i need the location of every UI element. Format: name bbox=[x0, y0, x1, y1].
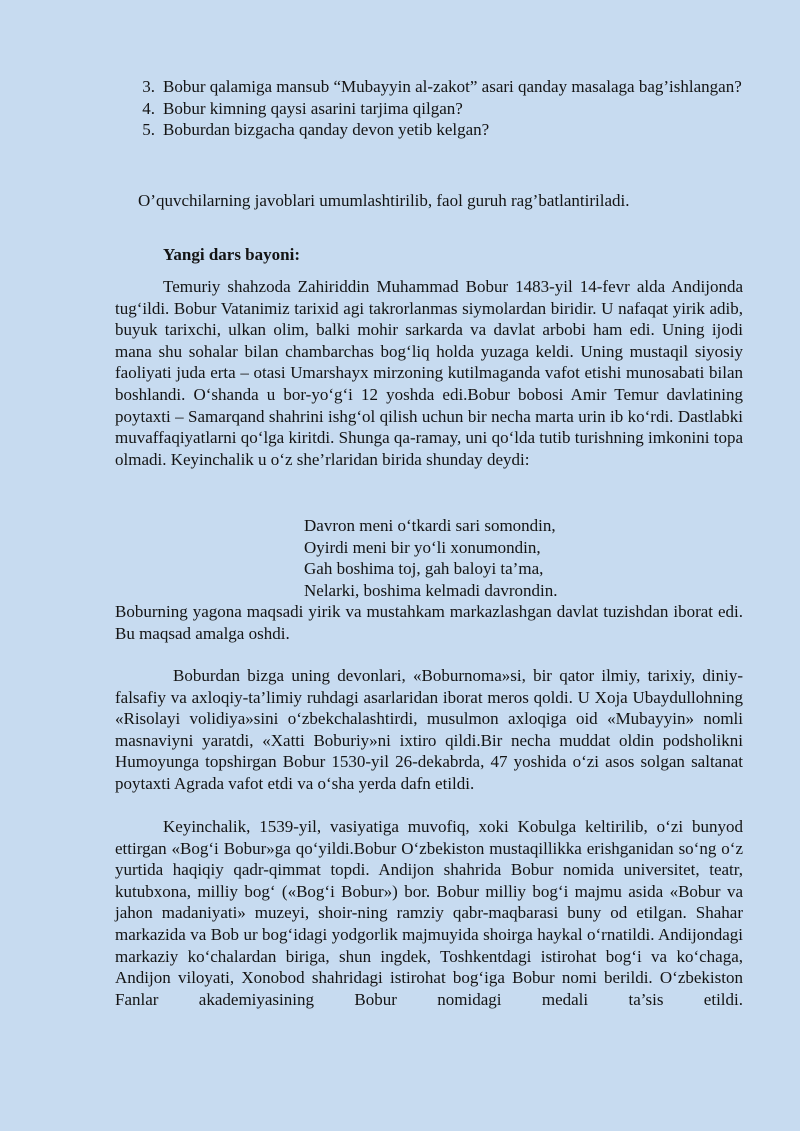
list-item bbox=[115, 76, 743, 98]
poem bbox=[304, 515, 558, 601]
intro-paragraph: O’quvchilarning javoblari umumlashtirilib, faol guruh rag’batlantiriladi. bbox=[138, 191, 630, 210]
poem-line: Nelarki, boshima kelmadi davrondin. bbox=[304, 580, 558, 600]
list-item bbox=[115, 98, 743, 120]
paragraph: Temuriy shahzoda Zahiriddin Muhammad Bobur 1483-yil 14-fevr alda Andijonda tug‘ildi. Bobur Vatanimiz tarixid agi takrorlanmas siymolardan biridir. U nafaqat yirik adib, buyuk tarixchi, ulkan olim, balki mohir sarkarda va davlat arbobi ham edi. Uning ijodi mana shu sohalar bilan chambarchas bog‘liq holda yuzaga keldi. Uning mustaqil siyosiy faoliyati juda erta – otasi Umarshayx mirzoning kutilmaganda vafot etishi munosabati bilan boshlandi. O‘shanda u bor-yo‘g‘i 12 yoshda edi.Bobur bobosi Amir Temur davlatining poytaxti – Samarqand shahrini ishg‘ol qilish uchun bir necha marta urin ib ko‘rdi. Dastlabki muvaffaqiyatlarni qo‘lga kiritdi. Shunga qa-ramay, uni qo‘lda tutib turishning imkonini topa olmadi. Keyinchalik u o‘z she’rlaridan birida shunday deydi: bbox=[115, 277, 743, 469]
list-number: 3. bbox=[142, 77, 155, 96]
list-number: 4. bbox=[142, 98, 155, 118]
list-number: 5. bbox=[142, 120, 155, 140]
poem-line: Davron meni o‘tkardi sari somondin, bbox=[304, 516, 556, 535]
poem-line: Gah boshima toj, gah baloyi ta’ma, bbox=[304, 559, 544, 579]
question-list bbox=[115, 76, 743, 141]
paragraph: Keyinchalik, 1539-yil, vasiyatiga muvofiq, xoki Kobulga keltirilib, o‘zi bunyod ettirgan «Bog‘i Bobur»ga qo‘yildi.Bobur O‘zbekiston mustaqillikka erishganidan so‘ng o‘z yurtida haqiqiy qadr-qimmat topdi. Andijon shahrida Bobur nomida universitet, teatr, kutubxona, milliy bog‘ («Bog‘i Bobur») bor. Bobur milliy bog‘i majmu asida «Bobur va jahon madaniyati» muzeyi, shoir-ning ramziy qabr-maqbarasi buny od etilgan. Shahar markazida va Bob ur bog‘idagi yodgorlik majmuyida shoirga haykal o‘rnatildi. Andijondagi markaziy ko‘chalardan biriga, shun ingdek, Toshkentdagi istirohat bog‘i va ko‘chaga, Andijon viloyati, Xonobod shahridagi istirohat bog‘iga Bobur nomi berildi. O‘zbekiston Fanlar akademiyasining Bobur nomidagi medali ta’sis etildi. bbox=[115, 817, 743, 1009]
list-text: Bobur kimning qaysi asarini tarjima qilgan? bbox=[163, 98, 463, 118]
list-text: Boburdan bizgacha qanday devon yetib kelgan? bbox=[163, 120, 490, 140]
poem-line: Oyirdi meni bir yo‘li xonumondin, bbox=[304, 537, 541, 557]
list-item bbox=[115, 119, 743, 141]
paragraph: Boburning yagona maqsadi yirik va mustahkam markazlashgan davlat tuzishdan iborat edi. Bu maqsad amalga oshdi. bbox=[115, 602, 743, 643]
section-heading: Yangi dars bayoni: bbox=[163, 245, 300, 264]
list-text: Bobur qalamiga mansub “Mubayyin al-zakot” asari qanday masalaga bag’ishlangan? bbox=[163, 77, 742, 96]
paragraph: Boburdan bizga uning devonlari, «Boburnoma»si, bir qator ilmiy, tarixiy, diniy-falsafiy va axloqiy-ta’limiy ruhdagi asarlaridan iborat meros qoldi. U Xoja Ubaydullohning «Risolayi volidiya»sini o‘zbekchalashtirdi, musulmon axloqiga oid «Mubayyin» nomli masnaviyni yaratdi, «Xatti Boburiy»ni ixtiro qildi.Bir necha muddat oldin podsholikni Humoyunga topshirgan Bobur 1530-yil 26-dekabrda, 47 yoshida o‘zi asos solgan saltanat poytaxti Agrada vafot etdi va o‘sha yerda dafn etildi. bbox=[115, 666, 743, 793]
